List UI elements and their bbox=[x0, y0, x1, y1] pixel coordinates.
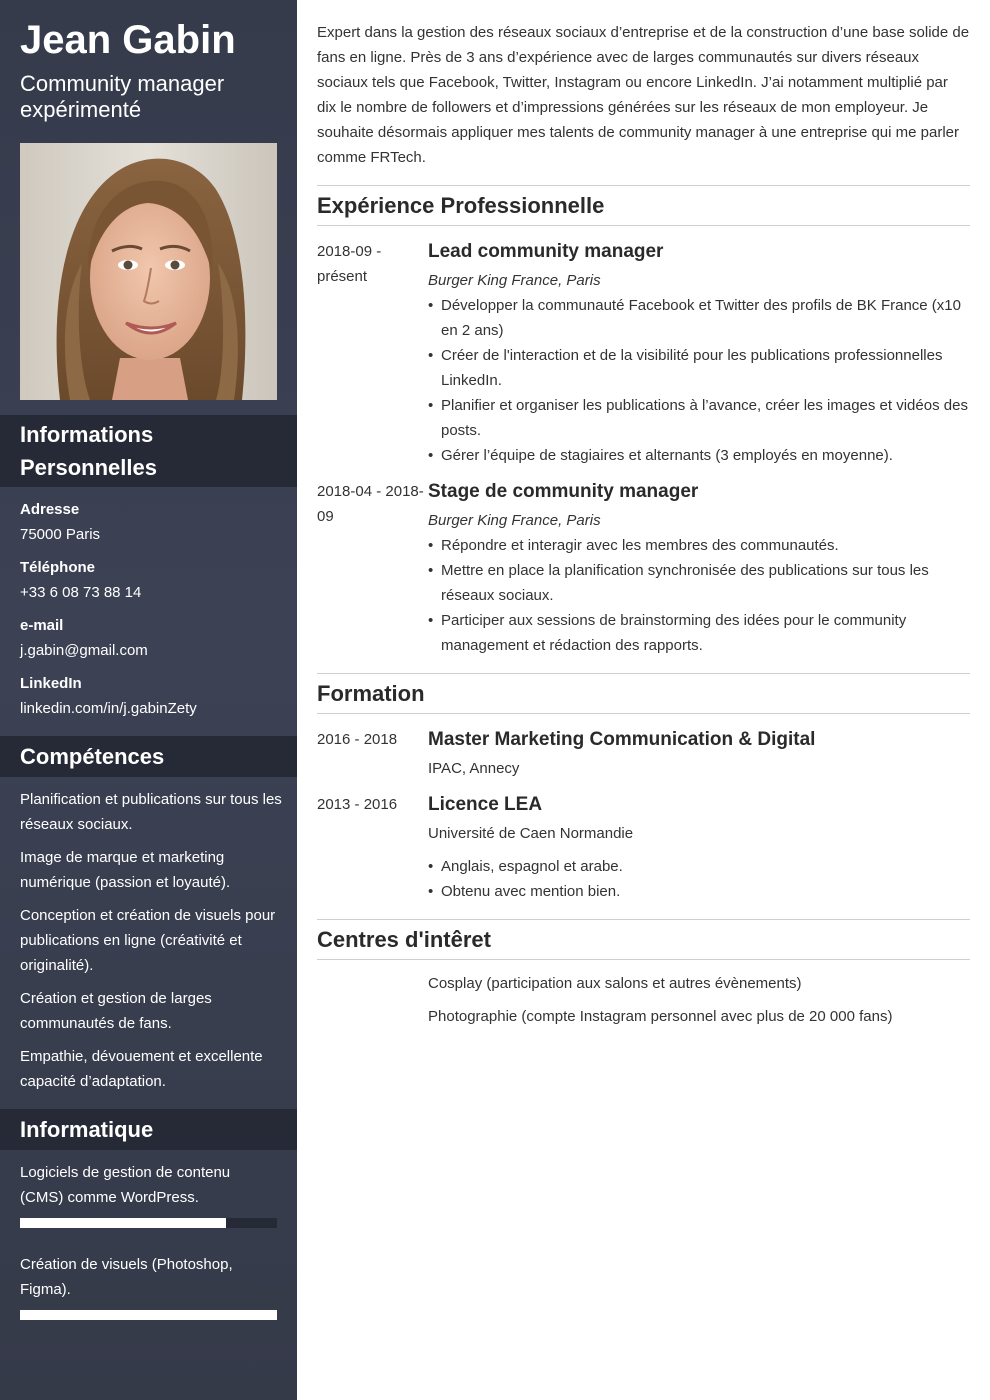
bullet-item: • Anglais, espagnol et arabe. bbox=[428, 854, 970, 879]
degree-title: Master Marketing Communication & Digital bbox=[428, 729, 816, 750]
school-name: IPAC, Annecy bbox=[428, 760, 520, 777]
it-heading: Informatique bbox=[0, 1109, 297, 1150]
personal-info-heading: Informations Personnelles bbox=[0, 415, 297, 487]
degree-bullets bbox=[428, 854, 970, 904]
it-item-cms: Logiciels de gestion de contenu (CMS) comme WordPress. bbox=[20, 1164, 231, 1206]
bullet-item: • Développer la communauté Facebook et Twitter des profils de BK France (x10 en 2 ans) bbox=[428, 293, 970, 343]
candidate-name: Jean Gabin bbox=[20, 18, 236, 62]
address-label: Adresse bbox=[20, 501, 80, 518]
interests-list bbox=[317, 971, 970, 1029]
interest-item: Photographie (compte Instagram personnel avec plus de 20 000 fans) bbox=[428, 1008, 893, 1025]
bullet-item: • Créer de l'interaction et de la visibilité pour les publications professionnelles LinkedIn. bbox=[428, 343, 970, 393]
job-bullets bbox=[428, 533, 970, 658]
entry-body bbox=[428, 239, 970, 468]
profile-summary: Expert dans la gestion des réseaux sociaux d’entreprise et de la construction d’une base solide de fans en ligne. Près de 3 ans d’expérience avec de larges communautés sur divers réseaux sociaux tels que Facebook, Twitter, Instagram ou encore LinkedIn. J’ai notamment multiplié par dix le nombre de followers et d’impressions générées sur les réseaux de mon employeur. Je souhaite désormais appliquer mes talents de community manager à une entreprise qui me parler comme FRTech. bbox=[317, 24, 970, 166]
entry-date: 2018-09 - présent bbox=[317, 243, 382, 285]
entry-date: 2016 - 2018 bbox=[317, 731, 398, 748]
bullet-item: • Mettre en place la planification synchronisée des publications sur tous les réseaux sociaux. bbox=[428, 558, 970, 608]
skill-level-fill bbox=[20, 1310, 277, 1320]
company-name: Burger King France, Paris bbox=[428, 512, 601, 529]
it-list bbox=[20, 1160, 277, 1344]
profile-photo bbox=[20, 143, 277, 400]
email-label: e-mail bbox=[20, 617, 64, 634]
interests-heading: Centres d'intêret bbox=[317, 919, 970, 960]
candidate-title: Community manager expérimenté bbox=[20, 71, 225, 122]
experience-entry bbox=[317, 239, 970, 468]
skills-list bbox=[20, 787, 282, 1102]
entry-body bbox=[428, 727, 970, 781]
job-bullets bbox=[428, 293, 970, 468]
skill-item: Création et gestion de larges communautés de fans. bbox=[20, 990, 212, 1032]
bullet-item: • Obtenu avec mention bien. bbox=[428, 879, 970, 904]
bullet-item: • Planifier et organiser les publications à l’avance, créer les images et vidéos des posts. bbox=[428, 393, 970, 443]
skill-item: Conception et création de visuels pour publications en ligne (créativité et originalité). bbox=[20, 907, 276, 974]
skill-item: Planification et publications sur tous les réseaux sociaux. bbox=[20, 791, 282, 833]
phone-value: +33 6 08 73 88 14 bbox=[20, 584, 142, 601]
entry-body bbox=[428, 479, 970, 658]
skills-heading: Compétences bbox=[0, 736, 297, 777]
entry-body bbox=[428, 792, 970, 904]
portrait-image bbox=[20, 143, 277, 400]
education-entry bbox=[317, 727, 970, 781]
education-entry bbox=[317, 792, 970, 904]
job-title: Lead community manager bbox=[428, 241, 664, 262]
education-heading: Formation bbox=[317, 673, 970, 714]
phone-block bbox=[20, 555, 280, 605]
company-name: Burger King France, Paris bbox=[428, 272, 601, 289]
email-block bbox=[20, 613, 280, 663]
linkedin-block bbox=[20, 671, 280, 721]
skill-level-bar bbox=[20, 1310, 277, 1320]
email-value[interactable]: j.gabin@gmail.com bbox=[20, 642, 148, 659]
address-block bbox=[20, 497, 280, 547]
sidebar bbox=[0, 0, 297, 1400]
bullet-item: • Gérer l’équipe de stagiaires et alternants (3 employés en moyenne). bbox=[428, 443, 970, 468]
experience-heading: Expérience Professionnelle bbox=[317, 185, 970, 226]
skill-level-fill bbox=[20, 1218, 226, 1228]
address-value: 75000 Paris bbox=[20, 526, 101, 543]
job-title: Stage de community manager bbox=[428, 481, 699, 502]
interest-item: Cosplay (participation aux salons et autres évènements) bbox=[428, 975, 802, 992]
linkedin-value[interactable]: linkedin.com/in/j.gabinZety bbox=[20, 700, 197, 717]
bullet-item: • Répondre et interagir avec les membres des communautés. bbox=[428, 533, 970, 558]
school-name: Université de Caen Normandie bbox=[428, 825, 634, 842]
skill-level-bar bbox=[20, 1218, 277, 1228]
it-item-visuals: Création de visuels (Photoshop, Figma). bbox=[20, 1256, 233, 1298]
skill-item: Empathie, dévouement et excellente capacité d’adaptation. bbox=[20, 1048, 263, 1090]
experience-entry bbox=[317, 479, 970, 658]
bullet-item: • Participer aux sessions de brainstorming des idées pour le community management et rédaction des rapports. bbox=[428, 608, 970, 658]
degree-title: Licence LEA bbox=[428, 794, 543, 815]
phone-label: Téléphone bbox=[20, 559, 96, 576]
entry-date: 2013 - 2016 bbox=[317, 796, 398, 813]
entry-date: 2018-04 - 2018-09 bbox=[317, 483, 424, 525]
main-content bbox=[317, 20, 970, 1037]
linkedin-label: LinkedIn bbox=[20, 675, 82, 692]
skill-item: Image de marque et marketing numérique (passion et loyauté). bbox=[20, 849, 231, 891]
